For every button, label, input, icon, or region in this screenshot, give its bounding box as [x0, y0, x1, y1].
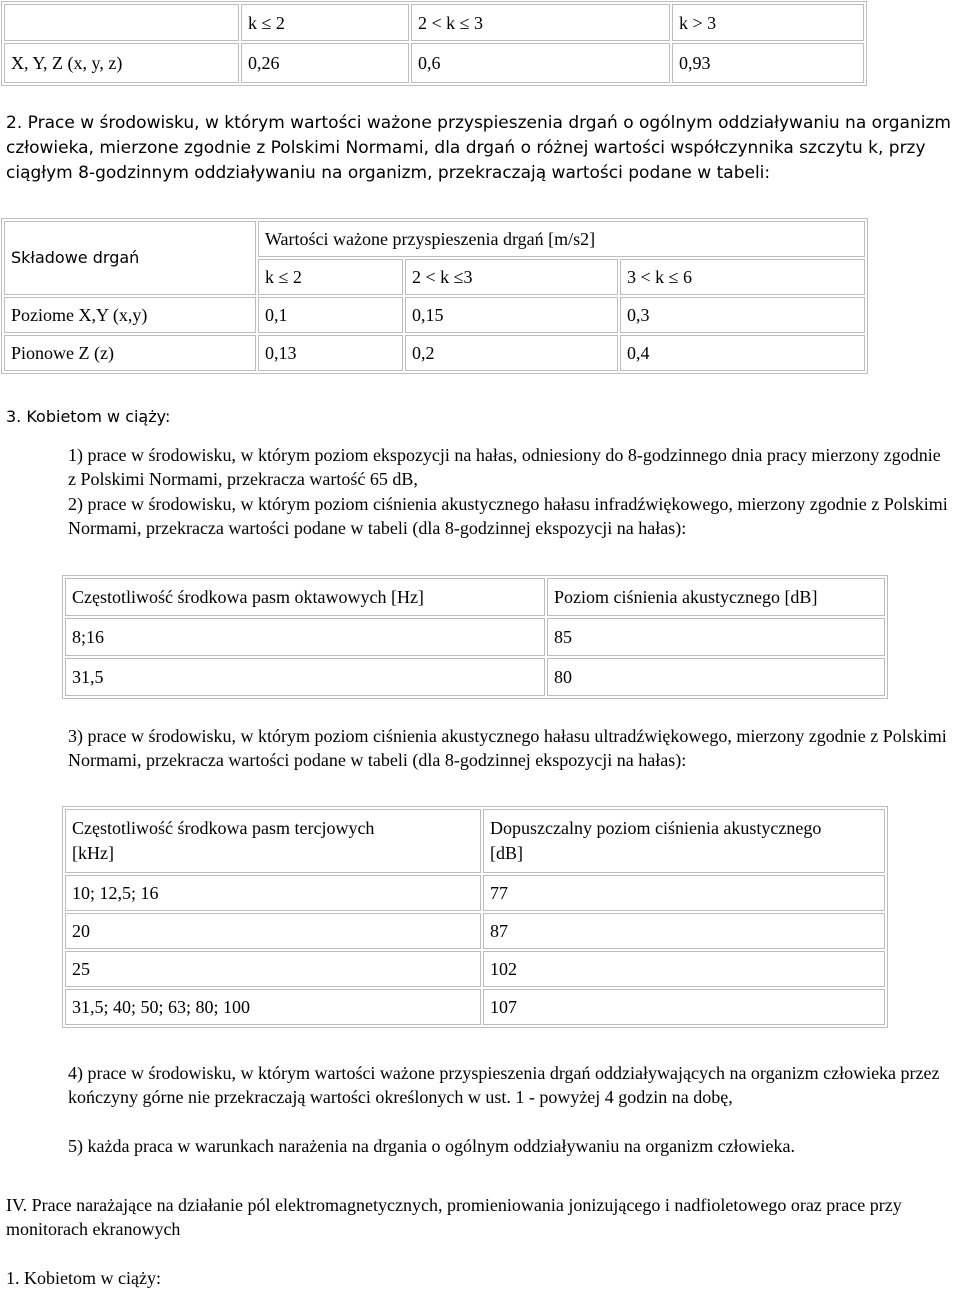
section-4-item-1: 1. Kobietom w ciąży:	[6, 1268, 161, 1288]
table-header-cell: 3 < k ≤ 6	[620, 259, 865, 295]
table-row-label: Pionowe Z (z)	[4, 335, 256, 371]
table-cell: 8;16	[65, 618, 545, 656]
paragraph-2: 2. Prace w środowisku, w którym wartości ważone przyspieszenia drgań o ogólnym oddziaływaniu na organizm człowieka, mierzone zgodnie z Polskimi Normami, dla drgań o różnej wartości współczynnika szczytu k, przy ciągłym 8-godzinnym oddziaływaniu na organizm, przekraczają wartości podane w tabeli:	[6, 113, 951, 183]
table-ultrasound	[62, 806, 888, 1028]
table-group-header: Wartości ważone przyspieszenia drgań [m/s2]	[258, 221, 865, 257]
table-cell: 102	[483, 951, 885, 987]
table-cell: 87	[483, 913, 885, 949]
table-cell: 0,15	[405, 297, 618, 333]
table-header-cell	[65, 809, 481, 873]
table-header-cell: 2 < k ≤3	[405, 259, 618, 295]
table-cell: 107	[483, 989, 885, 1025]
section-4-heading: IV. Prace narażające na działanie pól elektromagnetycznych, promieniowania jonizującego i nadfioletowego oraz prace przy monitorach ekranowych	[6, 1195, 902, 1239]
table-cell: 31,5; 40; 50; 63; 80; 100	[65, 989, 481, 1025]
item-2: 2) prace w środowisku, w którym poziom ciśnienia akustycznego hałasu infradźwiękowego, mierzony zgodnie z Polskimi Normami, przekracza wartości podane w tabeli (dla 8-godzinnej ekspozycji na hałas):	[68, 494, 948, 538]
header-left-line-1: Częstotliwość środkowa pasm tercjowych	[72, 818, 375, 838]
header-right-line-2: [dB]	[490, 843, 523, 863]
table-header-cell: k ≤ 2	[258, 259, 403, 295]
table-row-label: Składowe drgań	[4, 221, 256, 295]
table-cell: 0,1	[258, 297, 403, 333]
table-cell: 25	[65, 951, 481, 987]
table-header-cell: 2 < k ≤ 3	[411, 4, 670, 41]
table-cell: 80	[547, 658, 885, 696]
table-cell: 20	[65, 913, 481, 949]
table-cell	[4, 4, 239, 41]
item-5: 5) każda praca w warunkach narażenia na drgania o ogólnym oddziaływaniu na organizm człowieka.	[68, 1136, 796, 1156]
table-cell: 0,6	[411, 43, 670, 83]
table-row-label: X, Y, Z (x, y, z)	[4, 43, 239, 83]
table-cell: 0,13	[258, 335, 403, 371]
table-cell: 0,3	[620, 297, 865, 333]
table-cell: 85	[547, 618, 885, 656]
table-cell: 0,93	[672, 43, 864, 83]
header-right-line-1: Dopuszczalny poziom ciśnienia akustycznego	[490, 818, 822, 838]
table-vibration-weighted	[1, 218, 868, 374]
table-cell: 0,4	[620, 335, 865, 371]
table-header-cell: Poziom ciśnienia akustycznego [dB]	[547, 578, 885, 616]
table-header-cell: k > 3	[672, 4, 864, 41]
table-header-cell: Częstotliwość środkowa pasm oktawowych [Hz]	[65, 578, 545, 616]
table-infrasound	[62, 575, 888, 699]
table-header-cell	[483, 809, 885, 873]
table-cell: 0,2	[405, 335, 618, 371]
table-vibration-k	[1, 1, 867, 86]
table-cell: 31,5	[65, 658, 545, 696]
header-left-line-2: [kHz]	[72, 843, 114, 863]
table-cell: 77	[483, 875, 885, 911]
table-header-cell: k ≤ 2	[241, 4, 409, 41]
item-3: 3) prace w środowisku, w którym poziom ciśnienia akustycznego hałasu ultradźwiękowego, mierzony zgodnie z Polskimi Normami, przekracza wartości podane w tabeli (dla 8-godzinnej ekspozycji na hałas):	[68, 726, 947, 770]
item-4: 4) prace w środowisku, w którym wartości ważone przyspieszenia drgań oddziaływających na organizm człowieka przez kończyny górne nie przekraczają wartości określonych w ust. 1 - powyżej 4 godzin na dobę,	[68, 1063, 940, 1107]
table-cell: 10; 12,5; 16	[65, 875, 481, 911]
table-cell: 0,26	[241, 43, 409, 83]
item-1: 1) prace w środowisku, w którym poziom ekspozycji na hałas, odniesiony do 8-godzinnego dnia pracy mierzony zgodnie z Polskimi Normami, przekracza wartość 65 dB,	[68, 445, 941, 489]
section-3-title: 3. Kobietom w ciąży:	[6, 407, 171, 426]
table-row-label: Poziome X,Y (x,y)	[4, 297, 256, 333]
